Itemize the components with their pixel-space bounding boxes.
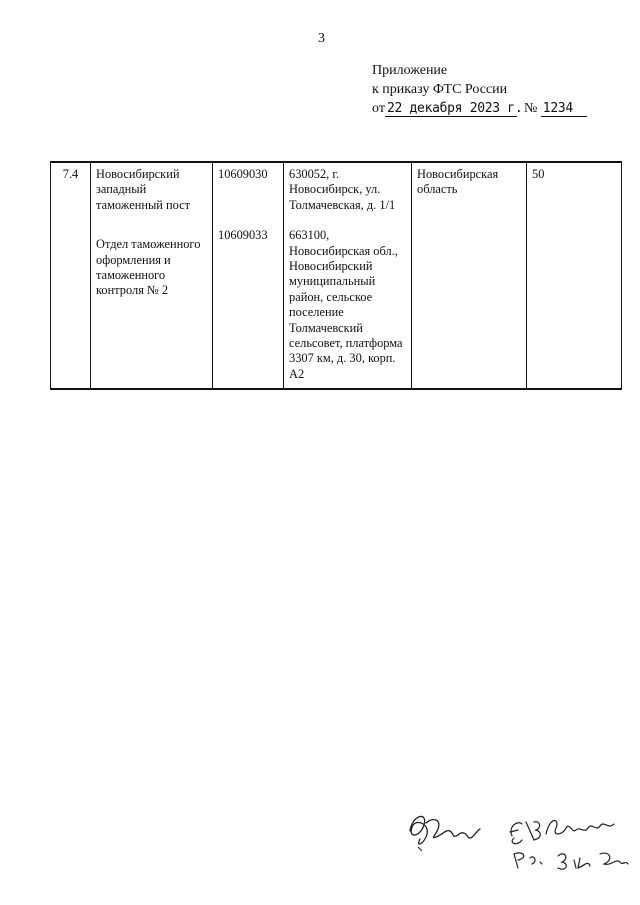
customs-posts-table (50, 161, 622, 390)
order-number: 1234 (541, 101, 587, 117)
order-reference: к приказу ФТС России (372, 82, 508, 97)
order-date-line (372, 99, 587, 118)
count-cell: 50 (527, 162, 622, 389)
order-date: 22 декабря 2023 г. (386, 101, 523, 116)
row-number: 7.4 (51, 162, 91, 389)
region-cell: Новосибирская область (412, 162, 527, 389)
appendix-header (372, 61, 587, 118)
post-code: 10609033 (218, 228, 268, 243)
page-number: 3 (318, 31, 325, 46)
post-address: 663100, Новосибирская обл., Новосибирский муниципальный район, сельское поселение Толмачевский сельсовет, платформа 3307 км, д. 30, корп. А2 (289, 228, 403, 381)
signature-right (504, 806, 632, 878)
post-code-cell (213, 162, 284, 389)
post-address: 630052, г. Новосибирск, ул. Толмачевская, д. 1/1 (289, 167, 396, 212)
post-code: 10609030 (218, 167, 268, 181)
post-name: Отдел таможенного оформления и таможенного контроля № 2 (96, 237, 201, 298)
from-prefix: от (372, 101, 385, 116)
number-prefix: № (523, 101, 538, 116)
signature-left (402, 803, 488, 853)
post-name: Новосибирский западный таможенный пост (96, 167, 191, 212)
appendix-title: Приложение (372, 63, 448, 78)
post-name-cell (91, 162, 213, 389)
table-row (51, 162, 622, 389)
post-address-cell (284, 162, 412, 389)
